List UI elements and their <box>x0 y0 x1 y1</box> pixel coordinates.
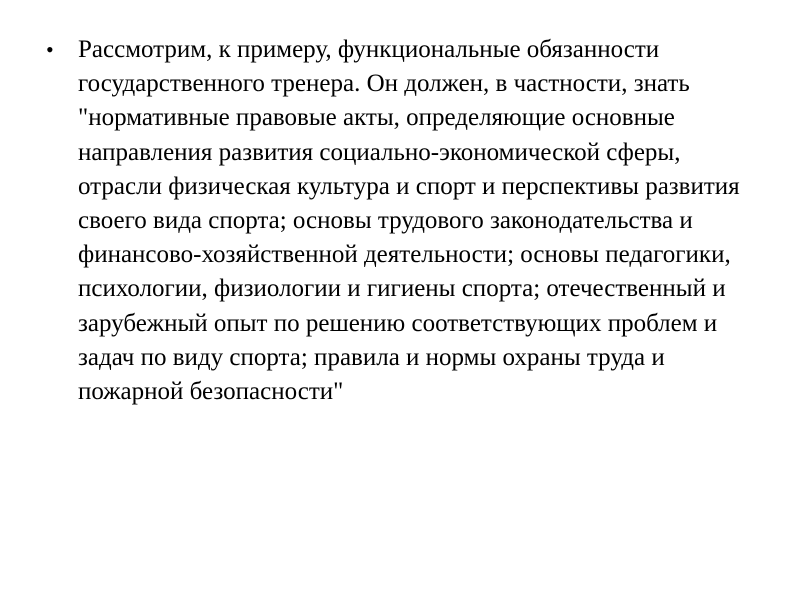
bullet-list <box>46 33 766 409</box>
bullet-item <box>46 33 766 409</box>
bullet-text: Рассмотрим, к примеру, функциональные обязанности государственного тренера. Он должен, в частности, знать "нормативные правовые акты, определяющие основные направления развития социально-экономической сферы, отрасли физическая культура и спорт и перспективы развития своего вида спорта; основы трудового законодательства и финансово-хозяйственной деятельности; основы педагогики, психологии, физиологии и гигиены спорта; отечественный и зарубежный опыт по решению соответствующих проблем и задач по виду спорта; правила и нормы охраны труда и пожарной безопасности" <box>78 36 740 406</box>
bullet-marker: • <box>46 37 54 62</box>
